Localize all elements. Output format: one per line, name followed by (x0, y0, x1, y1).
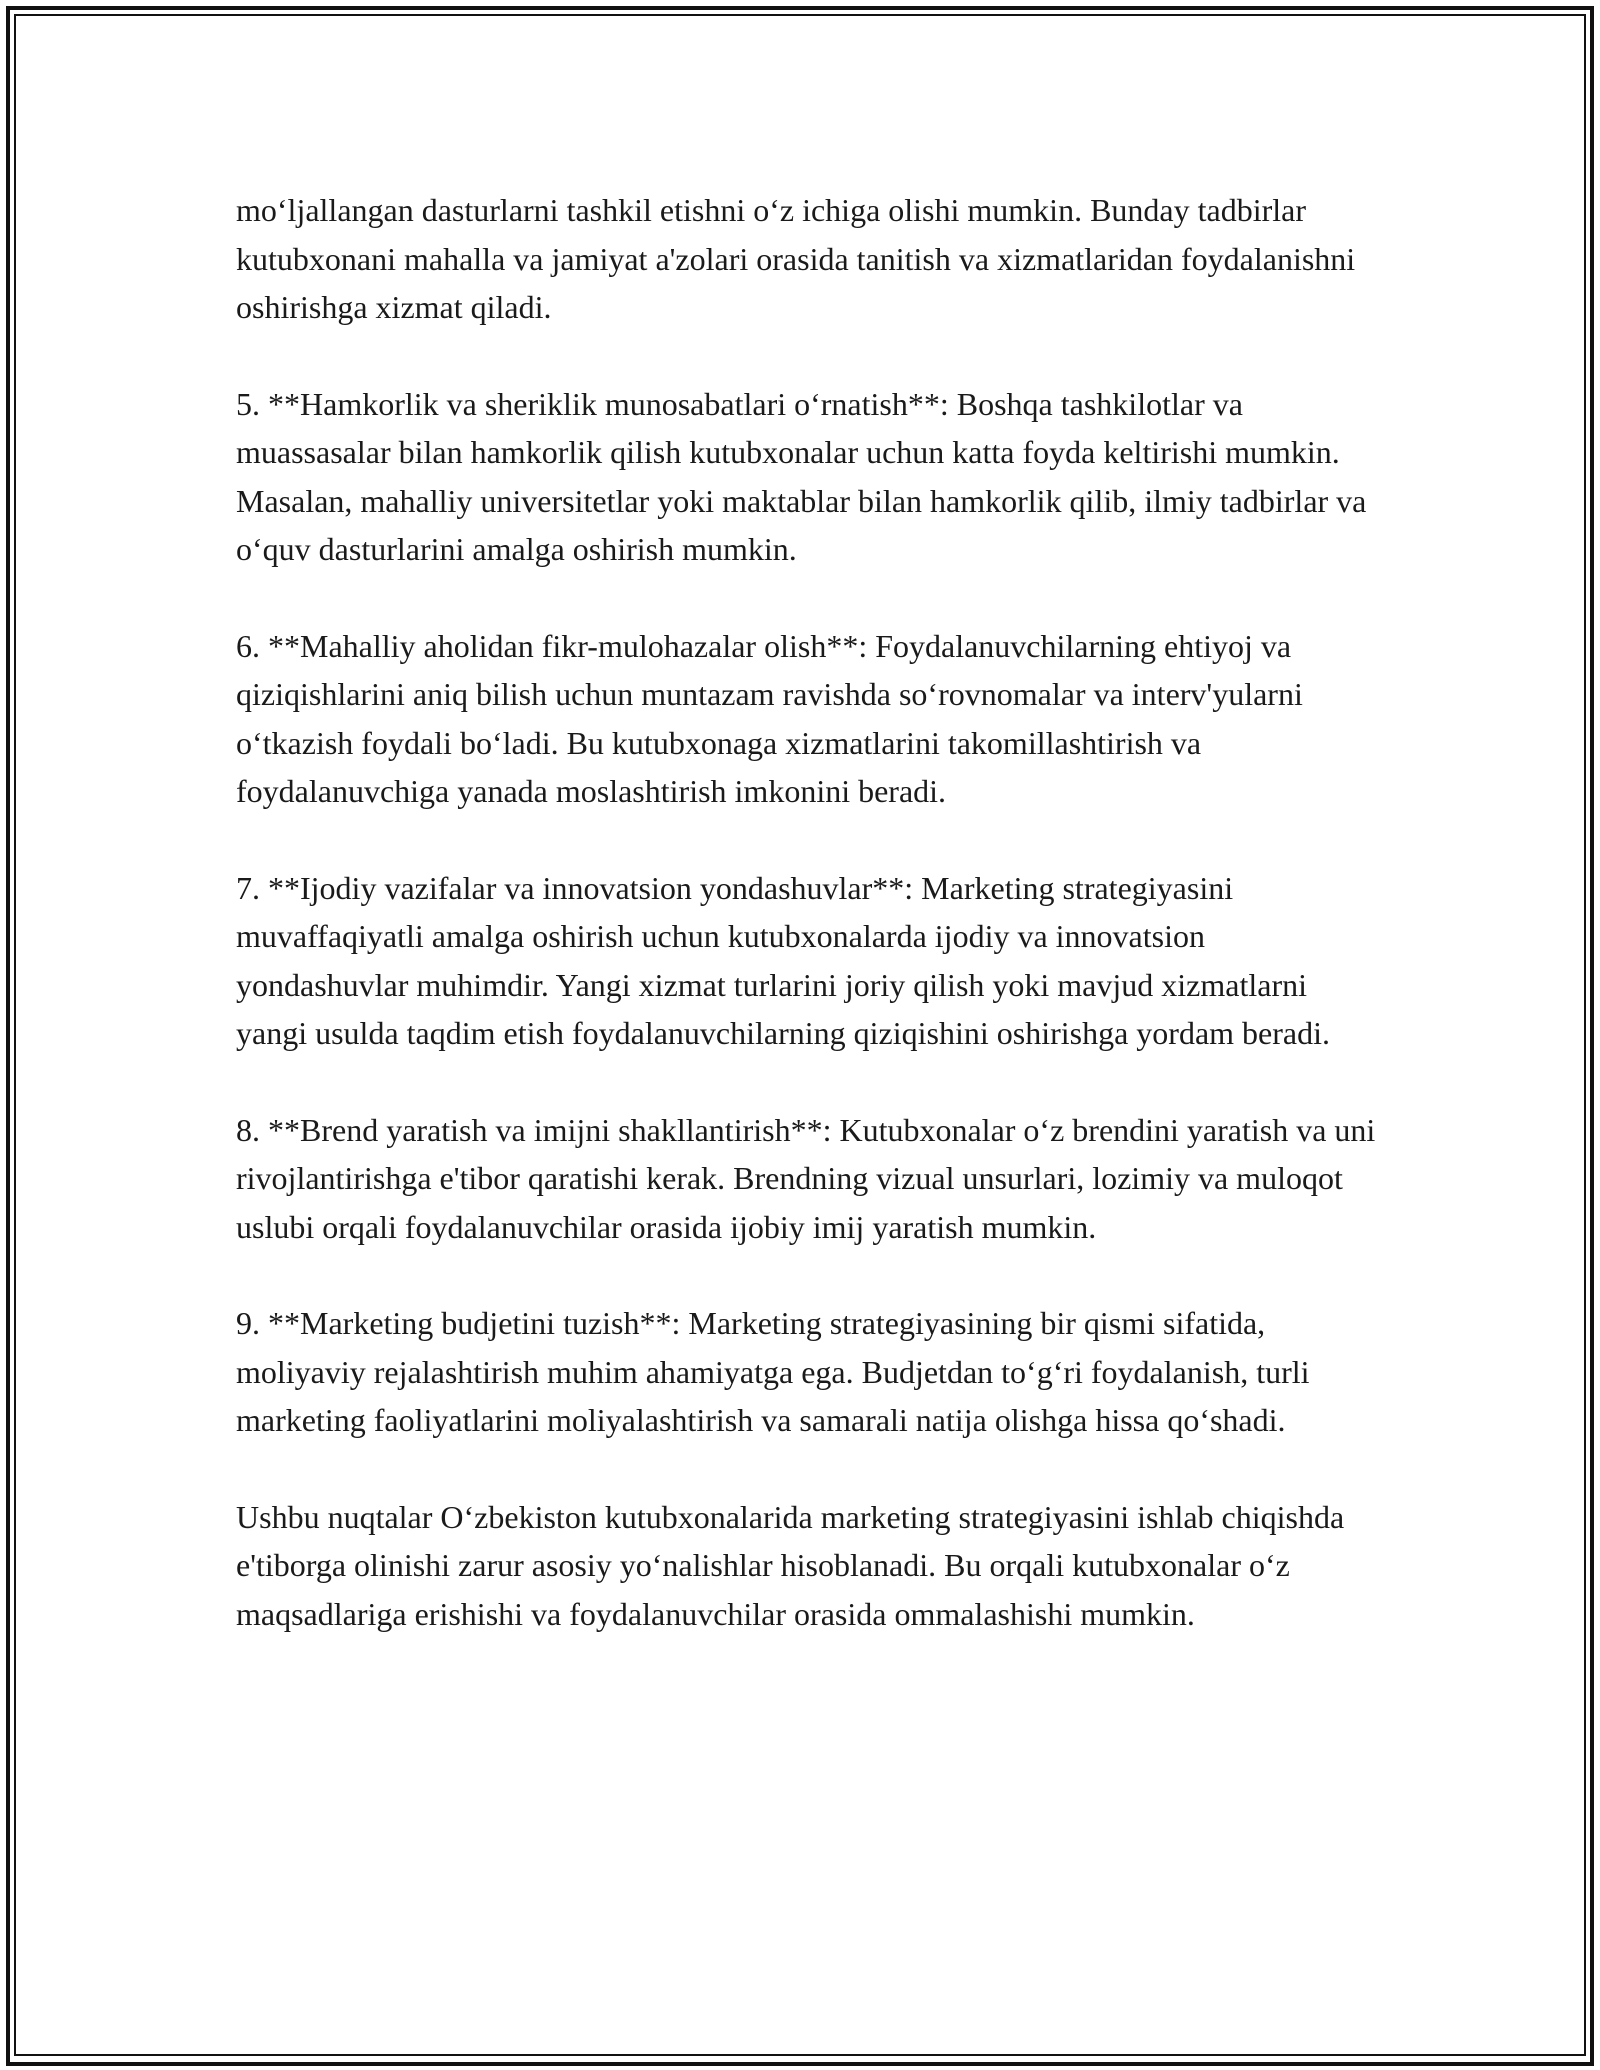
paragraph-item-6: 6. **Mahalliy aholidan fikr-mulohazalar olish**: Foydalanuvchilarning ehtiyoj va qiziqishlarini aniq bilish uchun muntazam ravishda so‘rovnomalar va interv'yularni o‘tkazish foydali bo‘ladi. Bu kutubxonaga xizmatlarini takomillashtirish va foydalanuvchiga yanada moslashtirish imkonini beradi. (236, 627, 1303, 809)
paragraph-item-8: 8. **Brend yaratish va imijni shakllantirish**: Kutubxonalar o‘z brendini yaratish va uni rivojlantirishga e'tibor qaratishi kerak. Brendning vizual unsurlari, lozimiy va muloqot uslubi orqali foydalanuvchilar orasida ijobiy imij yaratish mumkin. (236, 1111, 1376, 1245)
document-body (236, 186, 1376, 1686)
paragraph-intro-continuation: mo‘ljallangan dasturlarni tashkil etishni o‘z ichiga olishi mumkin. Bunday tadbirlar kutubxonani mahalla va jamiyat a'zolari orasida tanitish va xizmatlaridan foydalanishni oshirishga xizmat qiladi. (236, 192, 1356, 325)
paragraph-item-7: 7. **Ijodiy vazifalar va innovatsion yondashuvlar**: Marketing strategiyasini muvaffaqiyatli amalga oshirish uchun kutubxonalarda ijodiy va innovatsion yondashuvlar muhimdir. Yangi xizmat turlarini joriy qilish yoki mavjud xizmatlarni yangi usulda taqdim etish foydalanuvchilarning qiziqishini oshirishga yordam beradi. (236, 869, 1330, 1051)
paragraph-item-9: 9. **Marketing budjetini tuzish**: Marketing strategiyasining bir qismi sifatida, moliyaviy rejalashtirish muhim ahamiyatga ega. Budjetdan to‘g‘ri foydalanish, turli marketing faoliyatlarini moliyalashtirish va samarali natija olishga hissa qo‘shadi. (236, 1305, 1310, 1438)
paragraph-item-5: 5. **Hamkorlik va sheriklik munosabatlari o‘rnatish**: Boshqa tashkilotlar va muassasalar bilan hamkorlik qilish kutubxonalar uchun katta foyda keltirishi mumkin. Masalan, mahalliy universitetlar yoki maktablar bilan hamkorlik qilib, ilmiy tadbirlar va o‘quv dasturlarini amalga oshirish mumkin. (236, 385, 1367, 567)
paragraph-conclusion: Ushbu nuqtalar O‘zbekiston kutubxonalarida marketing strategiyasini ishlab chiqishda e'tiborga olinishi zarur asosiy yo‘nalishlar hisoblanadi. Bu orqali kutubxonalar o‘z maqsadlariga erishishi va foydalanuvchilar orasida ommalashishi mumkin. (236, 1498, 1345, 1632)
